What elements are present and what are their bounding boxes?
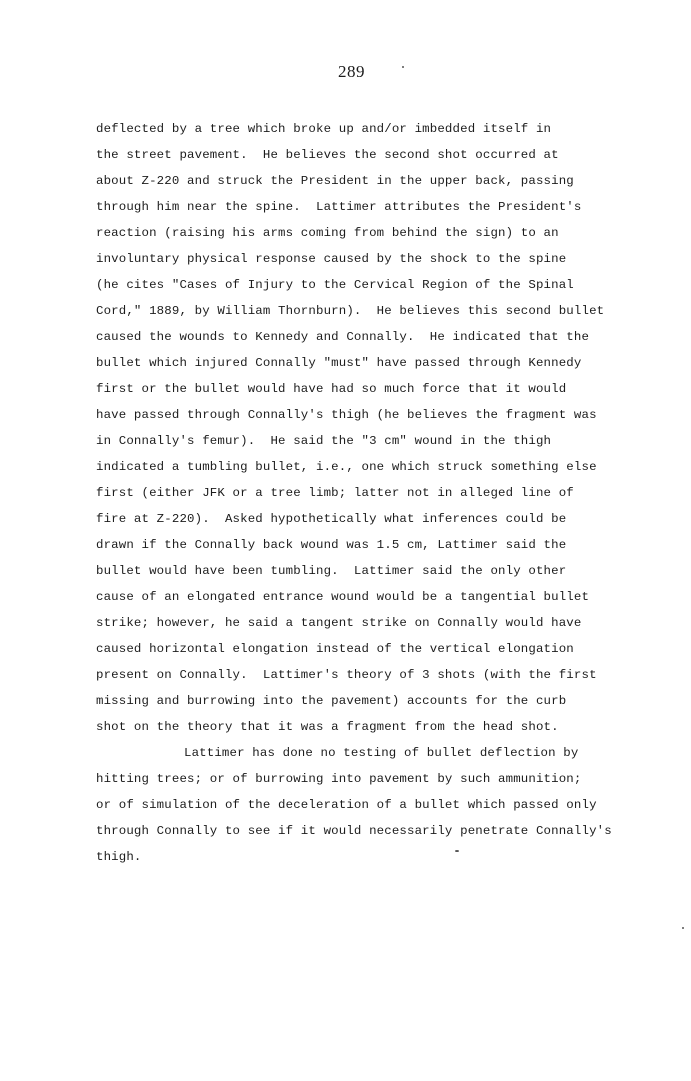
page-number: 289 bbox=[338, 62, 365, 81]
text-line: through him near the spine. Lattimer attributes the President's bbox=[96, 200, 582, 214]
text-line: through Connally to see if it would necessarily penetrate Connally's bbox=[96, 824, 612, 838]
text-line: in Connally's femur). He said the "3 cm" wound in the thigh bbox=[96, 434, 552, 448]
text-line: or of simulation of the deceleration of a bullet which passed only bbox=[96, 798, 597, 812]
text-line: indicated a tumbling bullet, i.e., one which struck something else bbox=[96, 460, 597, 474]
text-line: missing and burrowing into the pavement) accounts for the curb bbox=[96, 694, 567, 708]
text-line: bullet would have been tumbling. Lattimer said the only other bbox=[96, 564, 567, 578]
text-line: the street pavement. He believes the second shot occurred at bbox=[96, 148, 559, 162]
text-line: thigh. bbox=[96, 850, 142, 864]
text-line: Lattimer has done no testing of bullet deflection by bbox=[184, 746, 579, 760]
text-line: involuntary physical response caused by the shock to the spine bbox=[96, 252, 567, 266]
text-line: caused horizontal elongation instead of the vertical elongation bbox=[96, 642, 574, 656]
text-line: caused the wounds to Kennedy and Connally. He indicated that the bbox=[96, 330, 590, 344]
text-line: (he cites "Cases of Injury to the Cervical Region of the Spinal bbox=[96, 278, 574, 292]
text-line: about Z-220 and struck the President in the upper back, passing bbox=[96, 174, 574, 188]
scan-speck bbox=[455, 850, 459, 852]
text-line: strike; however, he said a tangent strike on Connally would have bbox=[96, 616, 582, 630]
text-line: first (either JFK or a tree limb; latter not in alleged line of bbox=[96, 486, 574, 500]
text-line: shot on the theory that it was a fragment from the head shot. bbox=[96, 720, 559, 734]
scan-speck bbox=[402, 66, 404, 68]
text-line: cause of an elongated entrance wound would be a tangential bullet bbox=[96, 590, 590, 604]
text-line: drawn if the Connally back wound was 1.5 cm, Lattimer said the bbox=[96, 538, 567, 552]
text-line: hitting trees; or of burrowing into pavement by such ammunition; bbox=[96, 772, 582, 786]
text-line: deflected by a tree which broke up and/or imbedded itself in bbox=[96, 122, 552, 136]
body-text bbox=[96, 116, 676, 870]
text-line: first or the bullet would have had so much force that it would bbox=[96, 382, 567, 396]
text-line: reaction (raising his arms coming from behind the sign) to an bbox=[96, 226, 559, 240]
text-line: Cord," 1889, by William Thornburn). He believes this second bullet bbox=[96, 304, 605, 318]
text-line: have passed through Connally's thigh (he believes the fragment was bbox=[96, 408, 597, 422]
text-line: fire at Z-220). Asked hypothetically what inferences could be bbox=[96, 512, 567, 526]
text-line: present on Connally. Lattimer's theory of 3 shots (with the first bbox=[96, 668, 597, 682]
text-line: bullet which injured Connally "must" have passed through Kennedy bbox=[96, 356, 582, 370]
scan-speck bbox=[682, 927, 684, 929]
